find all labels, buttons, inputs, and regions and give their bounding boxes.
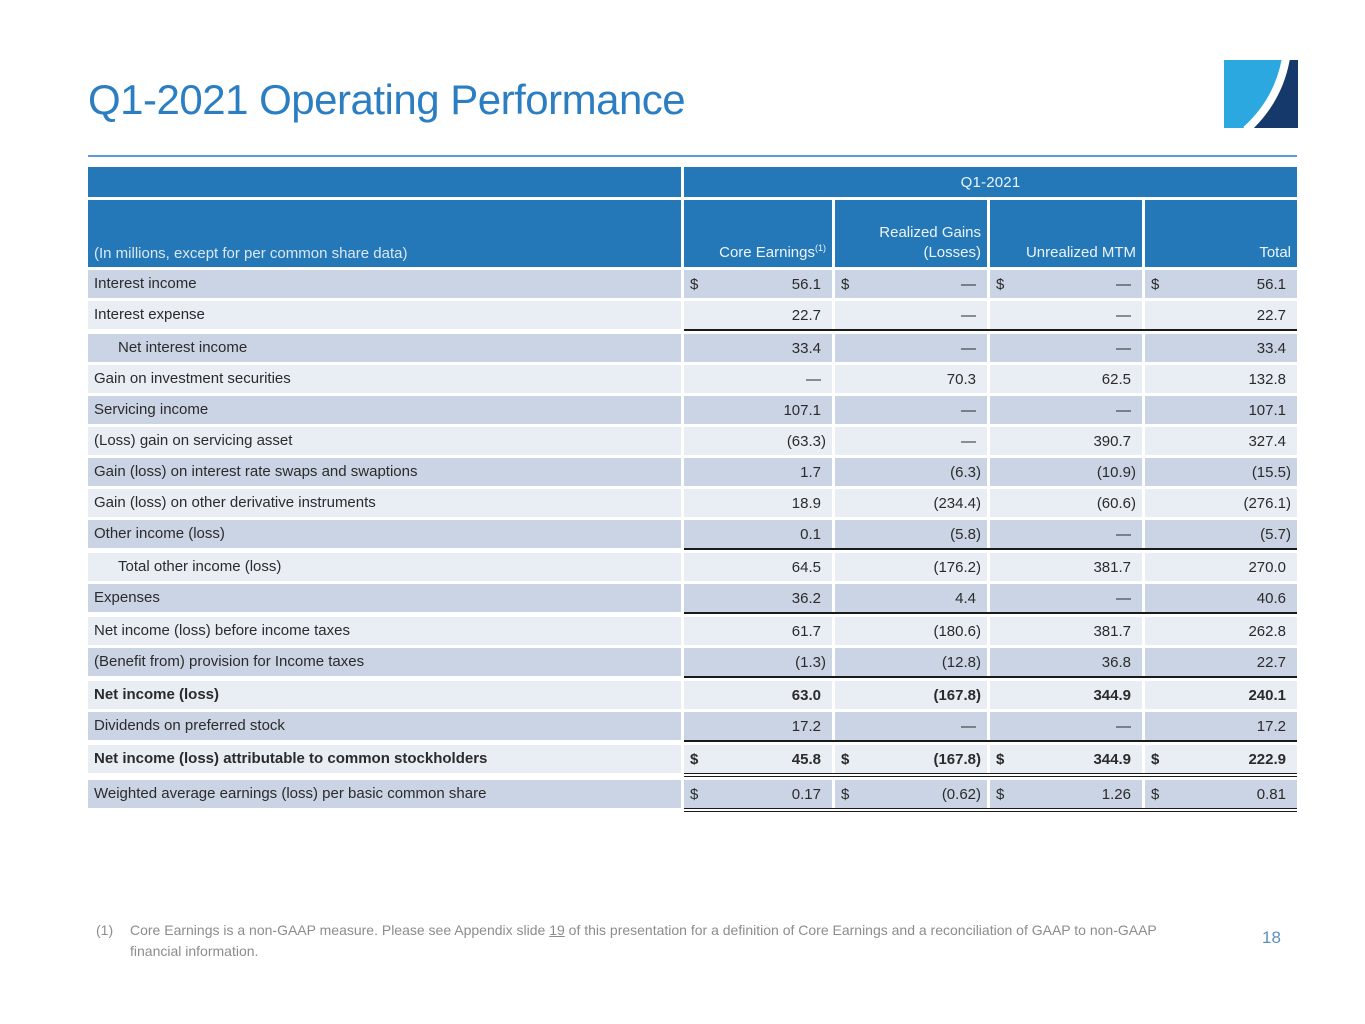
value-cell: [684, 553, 832, 581]
cell-value: 22.7: [1256, 306, 1286, 324]
row-label: Interest income: [88, 270, 681, 298]
footnote-text-before: Core Earnings is a non-GAAP measure. Please see Appendix slide: [130, 922, 550, 938]
cell-value: —: [961, 432, 976, 450]
column-header-label: Unrealized MTM: [1025, 243, 1136, 261]
cell-value: 0.1: [800, 525, 821, 543]
table-row: [88, 427, 1297, 455]
cell-value: 18.9: [791, 494, 821, 512]
value-cell: [835, 458, 987, 486]
row-values: [684, 458, 1297, 486]
cell-value: 381.7: [1093, 622, 1131, 640]
column-header-label: Core Earnings$^{(1)}$: [719, 242, 826, 261]
row-values: [684, 648, 1297, 678]
value-cell: [684, 520, 832, 548]
table-group-header-row: [88, 167, 1297, 197]
value-cell: [684, 365, 832, 393]
value-cell: [1145, 365, 1297, 393]
dollar-sign: $: [996, 785, 1005, 803]
value-cell: [684, 334, 832, 362]
row-label: Gain (loss) on interest rate swaps and swaptions: [88, 458, 681, 486]
row-label: Gain (loss) on other derivative instruments: [88, 489, 681, 517]
value-cell: [990, 458, 1142, 486]
table-row: [88, 745, 1297, 777]
value-cell: [835, 681, 987, 709]
column-header-unrealized-mtm: [990, 200, 1142, 267]
table-row: [88, 520, 1297, 550]
column-header-total: [1145, 200, 1297, 267]
table-corner-cell: [88, 167, 681, 197]
cell-value: 1.7: [800, 463, 821, 481]
row-values: [684, 584, 1297, 614]
cell-value: —: [1116, 717, 1131, 735]
cell-value: 61.7: [791, 622, 821, 640]
column-header-label: Total: [1259, 243, 1291, 261]
value-cell: [1145, 458, 1297, 486]
footnote-text: [130, 920, 1160, 962]
value-cell: [1145, 648, 1297, 676]
cell-value: 45.8: [791, 750, 821, 768]
value-cell: [990, 301, 1142, 329]
table-row: [88, 270, 1297, 298]
value-cell: [684, 681, 832, 709]
value-cell: [835, 427, 987, 455]
cell-value: 344.9: [1093, 750, 1131, 768]
cell-value: (60.6): [1096, 494, 1136, 512]
cell-value: —: [1116, 275, 1131, 293]
cell-value: 344.9: [1093, 686, 1131, 704]
table-row: [88, 301, 1297, 331]
value-cell: [684, 745, 832, 773]
value-cell: [684, 712, 832, 740]
value-cell: [1145, 780, 1297, 808]
value-cell: [684, 648, 832, 676]
cell-value: 40.6: [1256, 589, 1286, 607]
cell-value: 56.1: [1256, 275, 1286, 293]
value-cell: [990, 712, 1142, 740]
value-cell: [990, 396, 1142, 424]
cell-value: (6.3): [950, 463, 981, 481]
operating-performance-table: [88, 167, 1297, 815]
value-cell: [684, 489, 832, 517]
cell-value: —: [1116, 401, 1131, 419]
row-values: [684, 520, 1297, 550]
footnote: [96, 920, 1160, 962]
cell-value: —: [961, 717, 976, 735]
value-cell: [684, 780, 832, 808]
row-label: Weighted average earnings (loss) per basic common share: [88, 780, 681, 808]
value-cell: [1145, 520, 1297, 548]
value-cell: [835, 648, 987, 676]
cell-value: 4.4: [955, 589, 976, 607]
cell-value: 70.3: [946, 370, 976, 388]
dollar-sign: $: [690, 275, 699, 293]
value-cell: [835, 745, 987, 773]
dollar-sign: $: [690, 750, 699, 768]
cell-value: —: [961, 306, 976, 324]
cell-value: 270.0: [1248, 558, 1286, 576]
cell-value: (276.1): [1243, 494, 1291, 512]
row-label: (Benefit from) provision for Income taxes: [88, 648, 681, 676]
cell-value: 36.2: [791, 589, 821, 607]
value-cell: [1145, 745, 1297, 773]
column-header-label: Realized Gains (Losses): [879, 224, 981, 261]
column-header-core-earnings: [684, 200, 832, 267]
row-label: Expenses: [88, 584, 681, 612]
value-cell: [990, 270, 1142, 298]
units-header: (In millions, except for per common share data): [88, 200, 681, 267]
dollar-sign: $: [996, 750, 1005, 768]
cell-value: (167.8): [933, 750, 981, 768]
value-cell: [684, 301, 832, 329]
cell-value: 64.5: [791, 558, 821, 576]
value-cell: [684, 617, 832, 645]
cell-value: 390.7: [1093, 432, 1131, 450]
cell-value: 107.1: [783, 401, 821, 419]
row-label: Gain on investment securities: [88, 365, 681, 393]
cell-value: 22.7: [791, 306, 821, 324]
value-cell: [1145, 712, 1297, 740]
value-cell: [1145, 681, 1297, 709]
cell-value: 0.17: [791, 785, 821, 803]
cell-value: 33.4: [1256, 339, 1286, 357]
cell-value: 1.26: [1101, 785, 1131, 803]
table-row: [88, 553, 1297, 581]
row-values: [684, 270, 1297, 298]
footnote-marker: (1): [96, 922, 114, 938]
cell-value: —: [1116, 525, 1131, 543]
value-cell: [990, 489, 1142, 517]
value-cell: [990, 681, 1142, 709]
table-row: [88, 617, 1297, 645]
dollar-sign: $: [1151, 750, 1160, 768]
table-row: [88, 648, 1297, 678]
value-cell: [835, 520, 987, 548]
table-row: [88, 780, 1297, 812]
value-cell: [835, 301, 987, 329]
row-values: [684, 780, 1297, 812]
table-row: [88, 396, 1297, 424]
row-values: [684, 427, 1297, 455]
table-body: [88, 270, 1297, 812]
value-cell: [1145, 396, 1297, 424]
value-cell: [684, 270, 832, 298]
cell-value: (176.2): [933, 558, 981, 576]
row-label: Interest expense: [88, 301, 681, 329]
cell-value: 240.1: [1248, 686, 1286, 704]
value-cell: [835, 553, 987, 581]
row-values: [684, 745, 1297, 777]
row-values: [684, 301, 1297, 331]
footnote-text-after: of this presentation for a definition of Core Earnings and a reconciliation of GAAP to non-GAAP financial information.: [130, 922, 1157, 959]
cell-value: 107.1: [1248, 401, 1286, 419]
title-divider: [88, 155, 1297, 157]
column-header-realized-gains: [835, 200, 987, 267]
cell-value: —: [961, 275, 976, 293]
row-values: [684, 681, 1297, 709]
value-cell: [990, 427, 1142, 455]
cell-value: —: [806, 370, 821, 388]
value-cell: [684, 396, 832, 424]
value-cell: [1145, 427, 1297, 455]
footnote-superscript: (1): [815, 242, 826, 253]
value-cell: [835, 712, 987, 740]
cell-value: 0.81: [1256, 785, 1286, 803]
table-row: [88, 681, 1297, 709]
cell-value: 62.5: [1101, 370, 1131, 388]
row-values: [684, 365, 1297, 393]
table-row: [88, 584, 1297, 614]
value-cell: [835, 489, 987, 517]
table-row: [88, 334, 1297, 362]
cell-value: —: [1116, 589, 1131, 607]
row-values: [684, 553, 1297, 581]
value-cell: [684, 427, 832, 455]
row-label: Servicing income: [88, 396, 681, 424]
cell-value: (15.5): [1251, 463, 1291, 481]
value-cell: [1145, 553, 1297, 581]
value-cell: [990, 617, 1142, 645]
value-cell: [990, 553, 1142, 581]
dollar-sign: $: [1151, 785, 1160, 803]
cell-value: 56.1: [791, 275, 821, 293]
row-label: Net income (loss): [88, 681, 681, 709]
value-cell: [835, 396, 987, 424]
cell-value: 33.4: [791, 339, 821, 357]
cell-value: (5.8): [950, 525, 981, 543]
dollar-sign: $: [1151, 275, 1160, 293]
cell-value: (167.8): [933, 686, 981, 704]
row-values: [684, 712, 1297, 742]
value-cell: [835, 334, 987, 362]
value-cell: [990, 745, 1142, 773]
value-cell: [1145, 301, 1297, 329]
value-cell: [1145, 334, 1297, 362]
row-values: [684, 396, 1297, 424]
table-row: [88, 458, 1297, 486]
company-logo-icon: [1224, 60, 1298, 128]
value-cell: [684, 584, 832, 612]
value-cell: [835, 365, 987, 393]
row-label: Net income (loss) attributable to common stockholders: [88, 745, 681, 773]
value-cell: [1145, 489, 1297, 517]
value-cell: [835, 584, 987, 612]
row-label: Total other income (loss): [88, 553, 681, 581]
dollar-sign: $: [996, 275, 1005, 293]
cell-value: 36.8: [1101, 653, 1131, 671]
value-cell: [1145, 617, 1297, 645]
dollar-sign: $: [841, 275, 850, 293]
company-logo: [1224, 60, 1298, 128]
cell-value: (10.9): [1096, 463, 1136, 481]
cell-value: (63.3): [786, 432, 826, 450]
cell-value: (5.7): [1260, 525, 1291, 543]
cell-value: (180.6): [933, 622, 981, 640]
row-label: Net income (loss) before income taxes: [88, 617, 681, 645]
value-cell: [990, 365, 1142, 393]
cell-value: 222.9: [1248, 750, 1286, 768]
table-row: [88, 489, 1297, 517]
cell-value: 22.7: [1256, 653, 1286, 671]
cell-value: 262.8: [1248, 622, 1286, 640]
value-cell: [684, 458, 832, 486]
cell-value: —: [1116, 306, 1131, 324]
row-label: Dividends on preferred stock: [88, 712, 681, 740]
value-cell: [835, 780, 987, 808]
cell-value: (234.4): [933, 494, 981, 512]
cell-value: 327.4: [1248, 432, 1286, 450]
cell-value: —: [961, 401, 976, 419]
value-cell: [990, 334, 1142, 362]
value-cell: [1145, 270, 1297, 298]
table-row: [88, 712, 1297, 742]
cell-value: —: [1116, 339, 1131, 357]
cell-value: (1.3): [795, 653, 826, 671]
cell-value: 17.2: [791, 717, 821, 735]
page-number: 18: [1262, 928, 1281, 947]
value-cell: [990, 584, 1142, 612]
table-column-header-row: [88, 200, 1297, 267]
value-cell: [990, 648, 1142, 676]
value-cell: [990, 780, 1142, 808]
cell-value: 132.8: [1248, 370, 1286, 388]
dollar-sign: $: [690, 785, 699, 803]
row-label: (Loss) gain on servicing asset: [88, 427, 681, 455]
table-row: [88, 365, 1297, 393]
value-cell: [835, 617, 987, 645]
cell-value: 17.2: [1256, 717, 1286, 735]
row-label: Net interest income: [88, 334, 681, 362]
cell-value: —: [961, 339, 976, 357]
cell-value: (0.62): [941, 785, 981, 803]
appendix-slide-link[interactable]: 19: [549, 922, 565, 938]
page-title: Q1-2021 Operating Performance: [88, 76, 686, 123]
column-headers: [684, 200, 1297, 267]
cell-value: 381.7: [1093, 558, 1131, 576]
cell-value: (12.8): [941, 653, 981, 671]
row-values: [684, 489, 1297, 517]
value-cell: [1145, 584, 1297, 612]
row-values: [684, 617, 1297, 645]
dollar-sign: $: [841, 750, 850, 768]
cell-value: 63.0: [791, 686, 821, 704]
dollar-sign: $: [841, 785, 850, 803]
quarter-group-header: Q1-2021: [684, 167, 1297, 197]
row-label: Other income (loss): [88, 520, 681, 548]
value-cell: [990, 520, 1142, 548]
value-cell: [835, 270, 987, 298]
row-values: [684, 334, 1297, 362]
